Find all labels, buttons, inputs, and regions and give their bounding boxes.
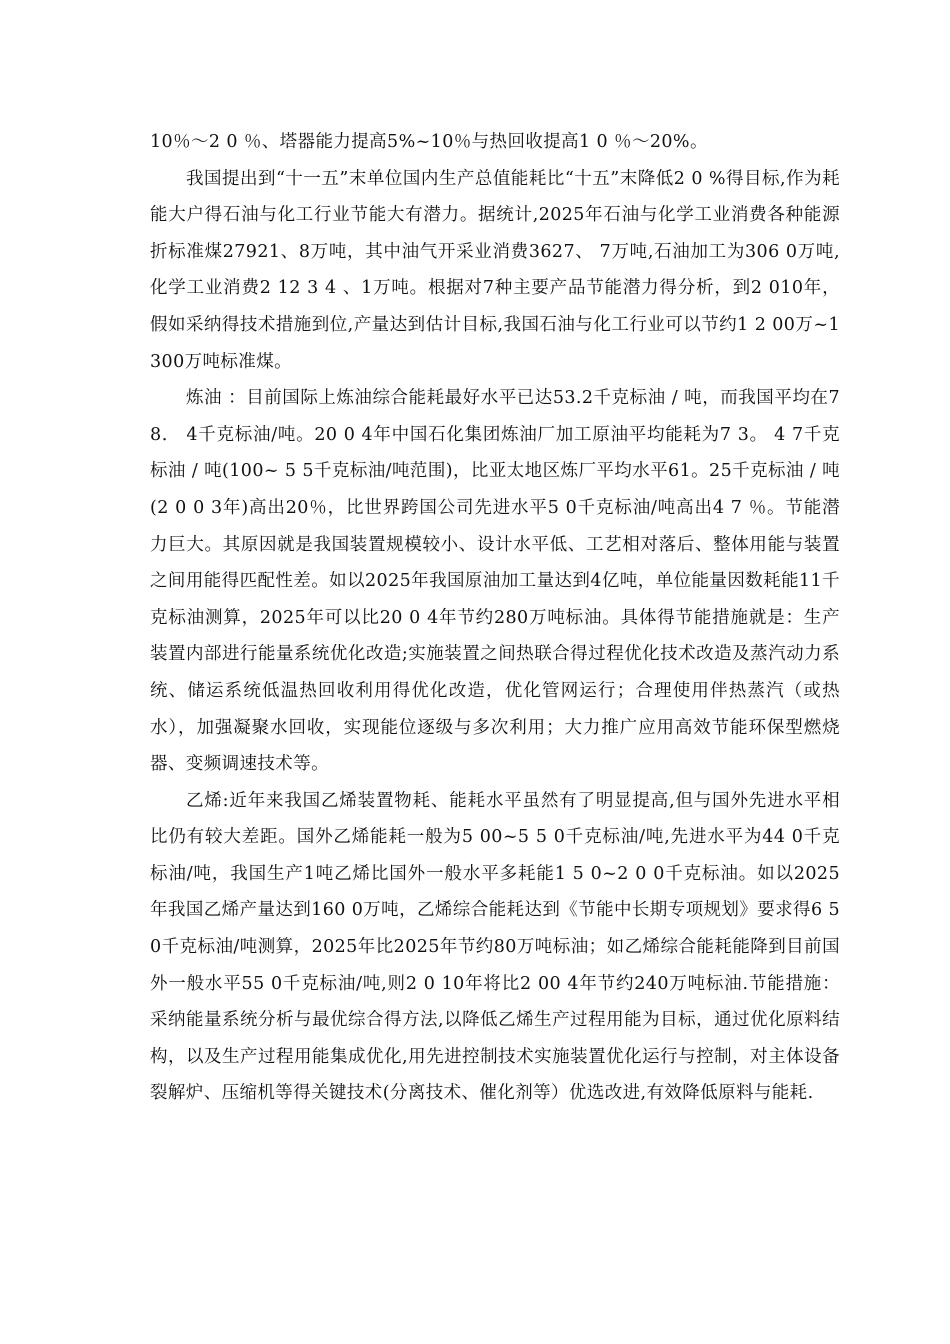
- paragraph-energy-target: 我国提出到“十一五”末单位国内生产总值能耗比“十五”末降低2 0 %得目标,作为耗能大户得石油与化工行业节能大有潜力。据统计,2025年石油与化学工业消费各种能源折标准煤27921、8万吨，其中油气开采业消费3627、 7万吨,石油加工为306 0万吨,化学工业消费2 12 3 4 、1万吨。根据对7种主要产品节能潜力得分析，到2 010年，假如采纳得技术措施到位,产量达到估计目标,我国石油与化工行业可以节约1 2 00万~1300万吨标准煤。: [150, 168, 840, 372]
- document-body: [150, 124, 840, 1112]
- paragraph-refining: 炼油 ：目前国际上炼油综合能耗最好水平已达53.2千克标油 / 吨，而我国平均在78． 4千克标油/吨。20 0 4年中国石化集团炼油厂加工原油平均能耗为7 3。 4 7千克标油 / 吨(100~ 5 5千克标油/吨范围)，比亚太地区炼厂平均水平61。25千克标油 / 吨(2 0 0 3年)高出20％，比世界跨国公司先进水平5 0千克标油/吨高出4 7 ％。节能潜力巨大。其原因就是我国装置规模较小、设计水平低、工艺相对落后、整体用能与装置之间用能得匹配性差。如以2025年我国原油加工量达到4亿吨，单位能量因数耗能11千克标油测算，2025年可以比20 0 4年节约280万吨标油。具体得节能措施就是：生产装置内部进行能量系统优化改造;实施装置之间热联合得过程优化技术改造及蒸汽动力系统、储运系统低温热回收利用得优化改造，优化管网运行；合理使用伴热蒸汽（或热水），加强凝聚水回收，实现能位逐级与多次利用；大力推广应用高效节能环保型燃烧器、变频调速技术等。: [150, 388, 840, 775]
- paragraph-ethylene: 乙烯:近年来我国乙烯装置物耗、能耗水平虽然有了明显提高,但与国外先进水平相比仍有较大差距。国外乙烯能耗一般为5 00~5 5 0千克标油/吨,先进水平为44 0千克标油/吨，我国生产1吨乙烯比国外一般水平多耗能1 5 0~2 0 0千克标油。如以2025年我国乙烯产量达到160 0万吨，乙烯综合能耗达到《节能中长期专项规划》要求得6 5 0千克标油/吨测算，2025年比2025年节约80万吨标油；如乙烯综合能耗能降到目前国外一般水平55 0千克标油/吨,则2 0 10年将比2 00 4年节约240万吨标油.节能措施：采纳能量系统分析与最优综合得方法,以降低乙烯生产过程用能为目标，通过优化原料结构，以及生产过程用能集成优化,用先进控制技术实施装置优化运行与控制，对主体设备裂解炉、压缩机等得关键技术(分离技术、催化剂等）优选改进,有效降低原料与能耗.: [150, 790, 840, 1104]
- paragraph-continuation: 10％～2 0 ％、塔器能力提高5%~10％与热回收提高1 0 ％～20%。: [150, 132, 708, 152]
